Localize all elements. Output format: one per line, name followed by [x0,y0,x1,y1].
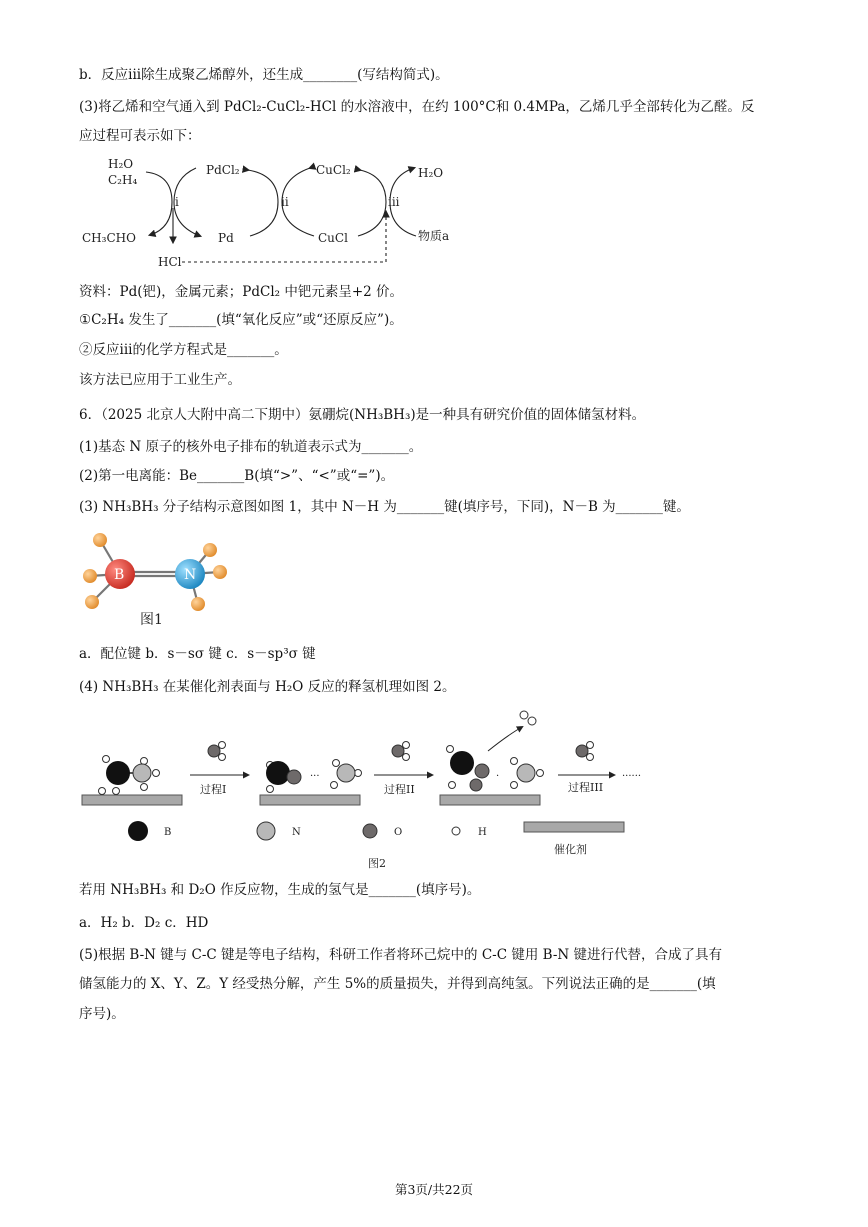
text-line: b．反应iii除生成聚乙烯醇外，还生成________(写结构简式)。 [79,67,449,83]
page-footer: 第3页/共22页 [394,1182,474,1197]
label-ch3cho: CH₃CHO [82,231,136,245]
label-cucl: CuCl [318,231,348,245]
legend-catalyst-label: 催化剂 [554,843,587,856]
legend-n-symbol [257,822,275,840]
label-hcl: HCl [158,255,182,269]
hydrogen-atom [85,595,99,609]
text-line: 该方法已应用于工业生产。 [79,372,241,388]
step-3-label: 过程III [568,781,604,794]
text-line: 资料：Pd(钯)，金属元素；PdCl₂ 中钯元素呈+2 价。 [79,284,404,300]
text-line: (3)将乙烯和空气通入到 PdCl₂-CuCl₂-HCl 的水溶液中，在约 100°C和 0.4MPa，乙烯几乎全部转化为乙醛。反 [79,99,755,115]
text-line: ①C₂H₄ 发生了_______(填“氧化反应”或“还原反应”)。 [79,312,403,328]
svg-text:···: ··· [310,771,320,782]
svg-text:·: · [496,771,500,782]
text-line: (5)根据 B-N 键与 C-C 键是等电子结构，科研工作者将环己烷中的 C-C 键用 B-N 键进行代替，合成了具有 [79,947,722,963]
step-2-label: 过程II [384,783,415,796]
label-substance-a: 物质a [418,229,450,243]
step-1-label: 过程I [200,783,227,796]
figure-2-caption: 图2 [368,857,386,870]
hydrogen-atom [213,565,227,579]
catalyst-plate [440,795,540,805]
nitrogen-atom-label: N [184,567,197,583]
legend-b-label: B [164,827,172,838]
label-step-iii: iii [388,195,400,209]
text-line: (2)第一电离能：Be_______B(填“>”、“<”或“=”)。 [79,468,395,484]
label-step-ii: ii [281,195,289,209]
legend-h-label: H [478,827,487,838]
figure-1-molecule [78,528,238,638]
label-pd: Pd [218,231,234,245]
svg-text:······: ······ [622,771,642,782]
label-h2o: H₂O [108,157,134,171]
text-line: (1)基态 N 原子的核外电子排布的轨道表示式为_______。 [79,439,423,455]
text-line: 应过程可表示如下： [79,128,201,144]
stage-3-molecules [447,746,544,792]
legend-h-symbol [452,827,460,835]
legend-n-label: N [292,827,301,838]
text-line: ②反应iii的化学方程式是_______。 [79,342,288,358]
catalyst-plate [82,795,182,805]
label-c2h4: C₂H₄ [108,173,138,187]
stage-2-molecules [266,760,362,793]
text-line: 储氢能力的 X、Y、Z。Y 经受热分解，产生 5%的质量损失，并得到高纯氢。下列说法正确的是_______(填 [79,976,716,992]
text-line: (4) NH₃BH₃ 在某催化剂表面与 H₂O 反应的释氢机理如图 2。 [79,679,456,695]
label-step-i: i [175,195,179,209]
figure-2-mechanism [78,705,658,875]
question-title: 6．（2025 北京人大附中高二下期中）氨硼烷(NH₃BH₃)是一种具有研究价值的固体储氢材料。 [79,407,646,423]
legend-o-label: O [394,827,403,838]
boron-atom-label: B [114,567,125,583]
label-h2o-out: H₂O [418,166,444,180]
released-h2 [520,711,528,719]
legend-catalyst-symbol [524,822,624,832]
text-line: 若用 NH₃BH₃ 和 D₂O 作反应物，生成的氢气是_______(填序号)。 [79,882,481,898]
hydrogen-atom [191,597,205,611]
reaction-cycle-diagram [78,150,478,270]
text-line: (3) NH₃BH₃ 分子结构示意图如图 1，其中 N－H 为_______键(填序号，下同)，N－B 为_______键。 [79,499,690,515]
legend-b-symbol [128,821,148,841]
catalyst-plate [260,795,360,805]
hydrogen-atom [93,533,107,547]
text-line: 序号)。 [79,1006,125,1022]
legend-o-symbol [363,824,377,838]
figure-1-caption: 图1 [140,612,163,628]
label-pdcl2: PdCl₂ [206,163,240,177]
label-cucl2: CuCl₂ [316,163,351,177]
hydrogen-atom [83,569,97,583]
hydrogen-atom [203,543,217,557]
text-line: a．配位键 b．s－sσ 键 c．s－sp³σ 键 [79,646,316,662]
text-line: a．H₂ b．D₂ c．HD [79,915,209,931]
stage-1-adsorbed-molecule [99,756,160,795]
